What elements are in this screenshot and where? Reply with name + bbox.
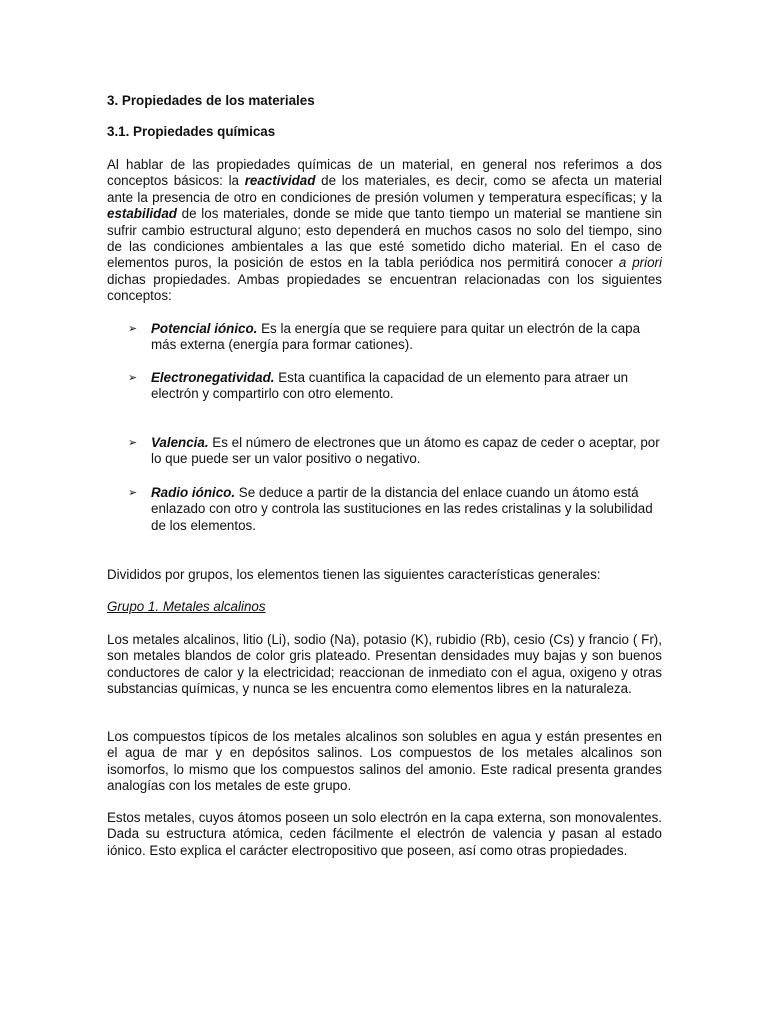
keyword-reactividad: reactividad: [244, 173, 316, 189]
term-valencia: Valencia.: [151, 435, 209, 450]
list-item: [128, 435, 662, 468]
term-radio-ionico: Radio iónico.: [151, 485, 236, 500]
arrow-bullet-icon: ➢: [128, 323, 138, 335]
term-description: Es la energía que se requiere para quitar un electrón de la capa más externa (energía para formar cationes).: [151, 321, 641, 353]
arrow-bullet-icon: ➢: [128, 372, 138, 384]
term-electronegatividad: Electronegatividad.: [151, 370, 275, 385]
intro-paragraph: [107, 157, 662, 305]
intro-text-4: dichas propiedades. Ambas propiedades se encuentran relacionadas con los siguientes conceptos:: [107, 271, 662, 304]
keyword-estabilidad: estabilidad: [107, 206, 177, 222]
intro-text-3: de los materiales, donde se mide que tanto tiempo un material se mantiene sin sufrir cambio estructural alguno; esto dependerá en muchos casos no solo del tiempo, sino de las condiciones ambientales a las que esté sometido dicho material. En el caso de elementos puros, la posición de estos en la tabla periódica nos permitirá conocer: [107, 206, 662, 271]
intro-text-2: de los materiales, es decir, como se afecta un material ante la presencia de otro en condiciones de presión volumen y temperatura específicas; y la: [107, 173, 662, 205]
arrow-bullet-icon: ➢: [128, 437, 138, 449]
arrow-bullet-icon: ➢: [128, 487, 138, 499]
term-description: Se deduce a partir de la distancia del enlace cuando un átomo está enlazado con otro y controla las sustituciones en las redes cristalinas y la solubilidad de los elementos.: [151, 485, 653, 533]
body-paragraph: Los compuestos típicos de los metales alcalinos son solubles en agua y están presentes en el agua de mar y en depósitos salinos. Los compuestos de los metales alcalinos son isomorfos, lo mismo que los compuestos salinos del amonio. Este radical presenta grandes analogías con los metales de este grupo.: [107, 729, 662, 794]
term-potencial-ionico: Potencial iónico.: [151, 321, 258, 336]
subsection-heading: 3.1. Propiedades químicas: [107, 124, 276, 139]
term-description: Es el número de electrones que un átomo es capaz de ceder o aceptar, por lo que puede ser un valor positivo o negativo.: [151, 435, 660, 467]
list-item: [128, 370, 662, 403]
intro-text-1: Al hablar de las propiedades químicas de un material, en general nos referimos a dos conceptos básicos: la: [107, 157, 662, 189]
section-heading: 3. Propiedades de los materiales: [107, 93, 315, 108]
list-item: [128, 321, 662, 354]
term-description: Esta cuantifica la capacidad de un elemento para atraer un electrón y compartirlo con otro elemento.: [151, 370, 629, 402]
list-item: [128, 485, 662, 534]
body-paragraph: Los metales alcalinos, litio (Li), sodio (Na), potasio (K), rubidio (Rb), cesio (Cs) y francio ( Fr), son metales blandos de color gris plateado. Presentan densidades muy bajas y son buenos conductores de calor y la electricidad; reaccionan de inmediato con el agua, oxigeno y otras substancias químicas, y nunca se les encuentra como elementos libres en la naturaleza.: [107, 632, 662, 697]
body-paragraph: Estos metales, cuyos átomos poseen un solo electrón en la capa externa, son monovalentes. Dada su estructura atómica, ceden fácilmente el electrón de valencia y pasan al estado iónico. Esto explica el carácter electropositivo que poseen, así como otras propiedades.: [107, 810, 662, 858]
groups-intro-paragraph: Divididos por grupos, los elementos tienen las siguientes características generales:: [107, 567, 601, 582]
group1-title: Grupo 1. Metales alcalinos: [107, 599, 266, 614]
keyword-a-priori: a priori: [618, 255, 662, 271]
